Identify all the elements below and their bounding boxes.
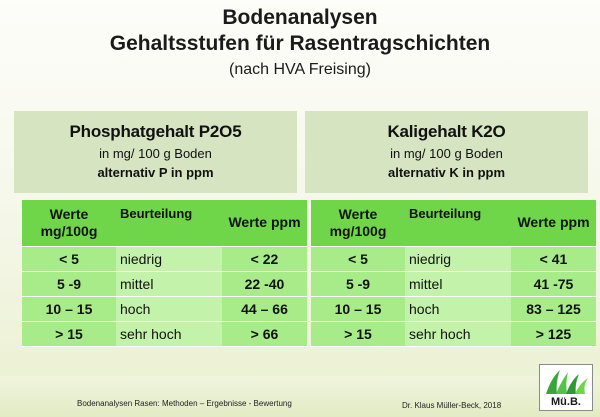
cell-mg: 5 -9 [311, 271, 405, 296]
table-row [311, 246, 596, 271]
panel-phosphate-heading: Phosphatgehalt P2O5 [69, 122, 242, 141]
cell-mg: > 15 [311, 321, 405, 346]
table-potassium [311, 200, 596, 347]
cell-ppm: < 22 [222, 246, 307, 271]
cell-ppm: > 66 [222, 321, 307, 346]
header-ppm: Werte ppm [222, 200, 307, 246]
table-row [22, 296, 307, 321]
header-mg: Werte mg/100g [22, 200, 116, 246]
table-row [311, 321, 596, 346]
logo-text: Mü.B. [551, 396, 581, 408]
panel-potassium-heading: Kaligehalt K2O [387, 122, 506, 141]
cell-rating: hoch [405, 296, 511, 321]
cell-rating: niedrig [405, 246, 511, 271]
logo [539, 364, 593, 411]
cell-mg: < 5 [311, 246, 405, 271]
header-rating: Beurteilung [116, 200, 222, 246]
panel-potassium-alt: alternativ K in ppm [387, 165, 506, 180]
cell-rating: mittel [116, 271, 222, 296]
cell-mg: 5 -9 [22, 271, 116, 296]
title-source: (nach HVA Freising) [229, 61, 371, 78]
table-row [311, 296, 596, 321]
panel-phosphate [14, 111, 297, 193]
cell-ppm: < 41 [511, 246, 596, 271]
cell-rating: sehr hoch [405, 321, 511, 346]
cell-ppm: 22 -40 [222, 271, 307, 296]
cell-mg: 10 – 15 [22, 296, 116, 321]
panel-phosphate-unit: in mg/ 100 g Boden [99, 146, 212, 161]
title-main: Bodenanalysen [222, 6, 378, 29]
grass-logo-icon [544, 368, 590, 396]
cell-rating: mittel [405, 271, 511, 296]
table-phosphate [22, 200, 307, 347]
header-ppm: Werte ppm [511, 200, 596, 246]
title-sub: Gehaltsstufen für Rasentragschichten [109, 32, 491, 55]
table-row [311, 271, 596, 296]
table-header-row [22, 200, 307, 246]
footer-title: Bodenanalysen Rasen: Methoden – Ergebnisse - Bewertung [77, 399, 292, 408]
header-rating: Beurteilung [405, 200, 511, 246]
panel-potassium [305, 111, 588, 193]
cell-mg: < 5 [22, 246, 116, 271]
table-row [22, 271, 307, 296]
header-mg: Werte mg/100g [311, 200, 405, 246]
table-row [22, 246, 307, 271]
cell-mg: 10 – 15 [311, 296, 405, 321]
panel-phosphate-alt: alternativ P in ppm [97, 165, 214, 180]
table-row [22, 321, 307, 346]
cell-ppm: 83 – 125 [511, 296, 596, 321]
panel-potassium-unit: in mg/ 100 g Boden [390, 146, 503, 161]
cell-rating: niedrig [116, 246, 222, 271]
footer [0, 376, 600, 417]
cell-ppm: > 125 [511, 321, 596, 346]
cell-rating: sehr hoch [116, 321, 222, 346]
table-header-row [311, 200, 596, 246]
cell-rating: hoch [116, 296, 222, 321]
footer-author: Dr. Klaus Müller-Beck, 2018 [402, 401, 502, 410]
cell-ppm: 41 -75 [511, 271, 596, 296]
cell-mg: > 15 [22, 321, 116, 346]
cell-ppm: 44 – 66 [222, 296, 307, 321]
